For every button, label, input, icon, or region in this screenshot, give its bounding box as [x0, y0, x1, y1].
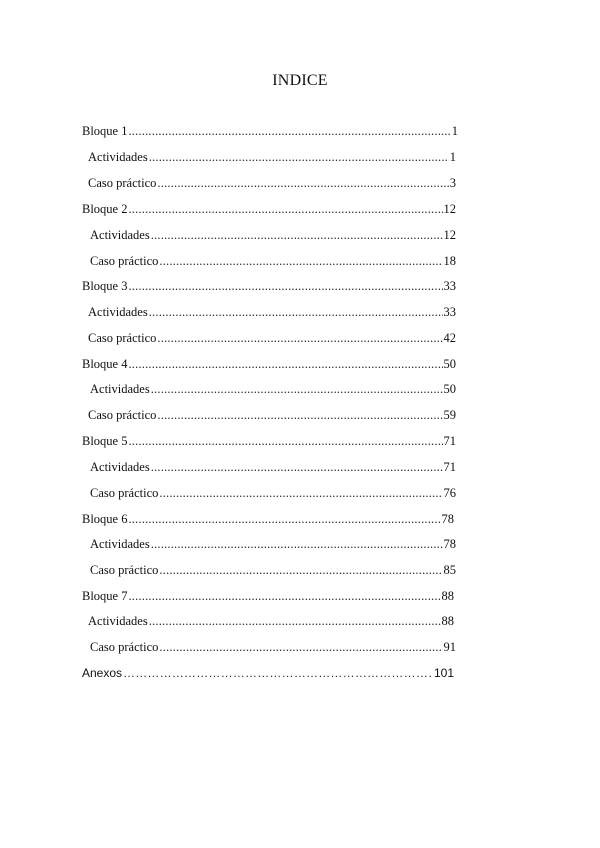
toc-entry-label: Actividades: [90, 228, 150, 242]
toc-leader-dots: [159, 640, 442, 655]
toc-entry-caso-practico-1[interactable]: [88, 176, 456, 194]
toc-entry-page: 101: [433, 666, 454, 680]
toc-entry-page: 88: [441, 614, 454, 628]
toc-leader-dots: [123, 666, 433, 680]
toc-entry-page: 18: [443, 254, 456, 268]
toc-entry-actividades-1[interactable]: [88, 150, 456, 168]
toc-leader-dots: [128, 279, 442, 294]
toc-entry-label: Bloque 7: [82, 589, 128, 603]
toc-entry-bloque-3[interactable]: [82, 279, 456, 297]
toc-entry-page: 33: [443, 279, 456, 293]
toc-entry-page: 76: [443, 486, 456, 500]
toc-entry-label: Bloque 2: [82, 202, 128, 216]
toc-entry-bloque-7[interactable]: [82, 589, 454, 607]
toc-entry-label: Actividades: [90, 382, 150, 396]
toc-entry-label: Actividades: [90, 460, 150, 474]
toc-entry-page: 91: [443, 640, 456, 654]
toc-leader-dots: [157, 331, 442, 346]
toc-entry-caso-practico-2[interactable]: [90, 254, 456, 272]
toc-entry-page: 78: [443, 537, 456, 551]
toc-entry-label: Caso práctico: [88, 331, 157, 345]
toc-entry-page: 71: [443, 460, 456, 474]
toc-leader-dots: [151, 228, 443, 243]
toc-entry-page: 33: [443, 305, 456, 319]
toc-entry-label: Caso práctico: [90, 254, 159, 268]
toc-entry-page: 50: [443, 382, 456, 396]
toc-entry-label: Caso práctico: [90, 640, 159, 654]
toc-entry-label: Actividades: [90, 537, 150, 551]
toc-leader-dots: [151, 460, 443, 475]
toc-entry-label: Actividades: [88, 614, 148, 628]
toc-leader-dots: [159, 486, 442, 501]
toc-entry-page: 1: [449, 150, 456, 164]
toc-leader-dots: [157, 176, 448, 191]
toc-entry-label: Actividades: [88, 150, 148, 164]
toc-entry-actividades-7[interactable]: [88, 614, 454, 632]
toc-entry-anexos[interactable]: [82, 666, 454, 684]
toc-entry-label: Bloque 1: [82, 124, 128, 138]
toc-entry-page: 12: [443, 228, 456, 242]
toc-entry-caso-practico-5[interactable]: [90, 486, 456, 504]
toc-entry-page: 1: [451, 124, 458, 138]
toc-entry-page: 50: [443, 357, 456, 371]
toc-leader-dots: [128, 434, 442, 449]
toc-entry-bloque-2[interactable]: [82, 202, 456, 220]
toc-leader-dots: [128, 202, 442, 217]
toc-entry-actividades-2[interactable]: [90, 228, 456, 246]
page-title: INDICE: [272, 72, 328, 89]
toc-entry-actividades-4[interactable]: [90, 382, 456, 400]
toc-entry-label: Caso práctico: [88, 176, 157, 190]
toc-entry-page: 78: [441, 512, 454, 526]
toc-entry-page: 71: [443, 434, 456, 448]
toc-leader-dots: [157, 408, 442, 423]
toc-entry-caso-practico-7[interactable]: [90, 640, 456, 658]
toc-leader-dots: [128, 512, 440, 527]
toc-entry-actividades-5[interactable]: [90, 460, 456, 478]
toc-entry-label: Bloque 6: [82, 512, 128, 526]
toc-entry-page: 3: [449, 176, 456, 190]
toc-leader-dots: [159, 254, 442, 269]
toc-entry-bloque-4[interactable]: [82, 357, 456, 375]
toc-leader-dots: [128, 124, 450, 139]
toc-entry-label: Actividades: [88, 305, 148, 319]
toc-leader-dots: [149, 305, 443, 320]
toc-entry-bloque-1[interactable]: [82, 124, 458, 142]
toc-entry-label: Anexos: [82, 666, 123, 680]
toc-leader-dots: [151, 382, 443, 397]
toc-entry-caso-practico-3[interactable]: [88, 331, 456, 349]
toc-entry-caso-practico-6[interactable]: [90, 563, 456, 581]
toc-entry-page: 12: [443, 202, 456, 216]
toc-entry-bloque-6[interactable]: [82, 512, 454, 530]
toc-entry-actividades-3[interactable]: [88, 305, 456, 323]
toc-leader-dots: [128, 357, 442, 372]
toc-leader-dots: [149, 614, 441, 629]
toc-entry-label: Caso práctico: [90, 563, 159, 577]
toc-entry-label: Bloque 3: [82, 279, 128, 293]
toc-entry-page: 42: [443, 331, 456, 345]
toc-entry-caso-practico-4[interactable]: [88, 408, 456, 426]
toc-entry-page: 88: [441, 589, 454, 603]
toc-entry-page: 85: [443, 563, 456, 577]
toc-leader-dots: [149, 150, 449, 165]
toc-entry-actividades-6[interactable]: [90, 537, 456, 555]
toc-leader-dots: [159, 563, 442, 578]
toc-entry-label: Caso práctico: [88, 408, 157, 422]
toc-leader-dots: [128, 589, 440, 604]
toc-leader-dots: [151, 537, 443, 552]
toc-entry-page: 59: [443, 408, 456, 422]
toc-entry-label: Caso práctico: [90, 486, 159, 500]
toc-entry-bloque-5[interactable]: [82, 434, 456, 452]
toc-entry-label: Bloque 4: [82, 357, 128, 371]
toc-entry-label: Bloque 5: [82, 434, 128, 448]
